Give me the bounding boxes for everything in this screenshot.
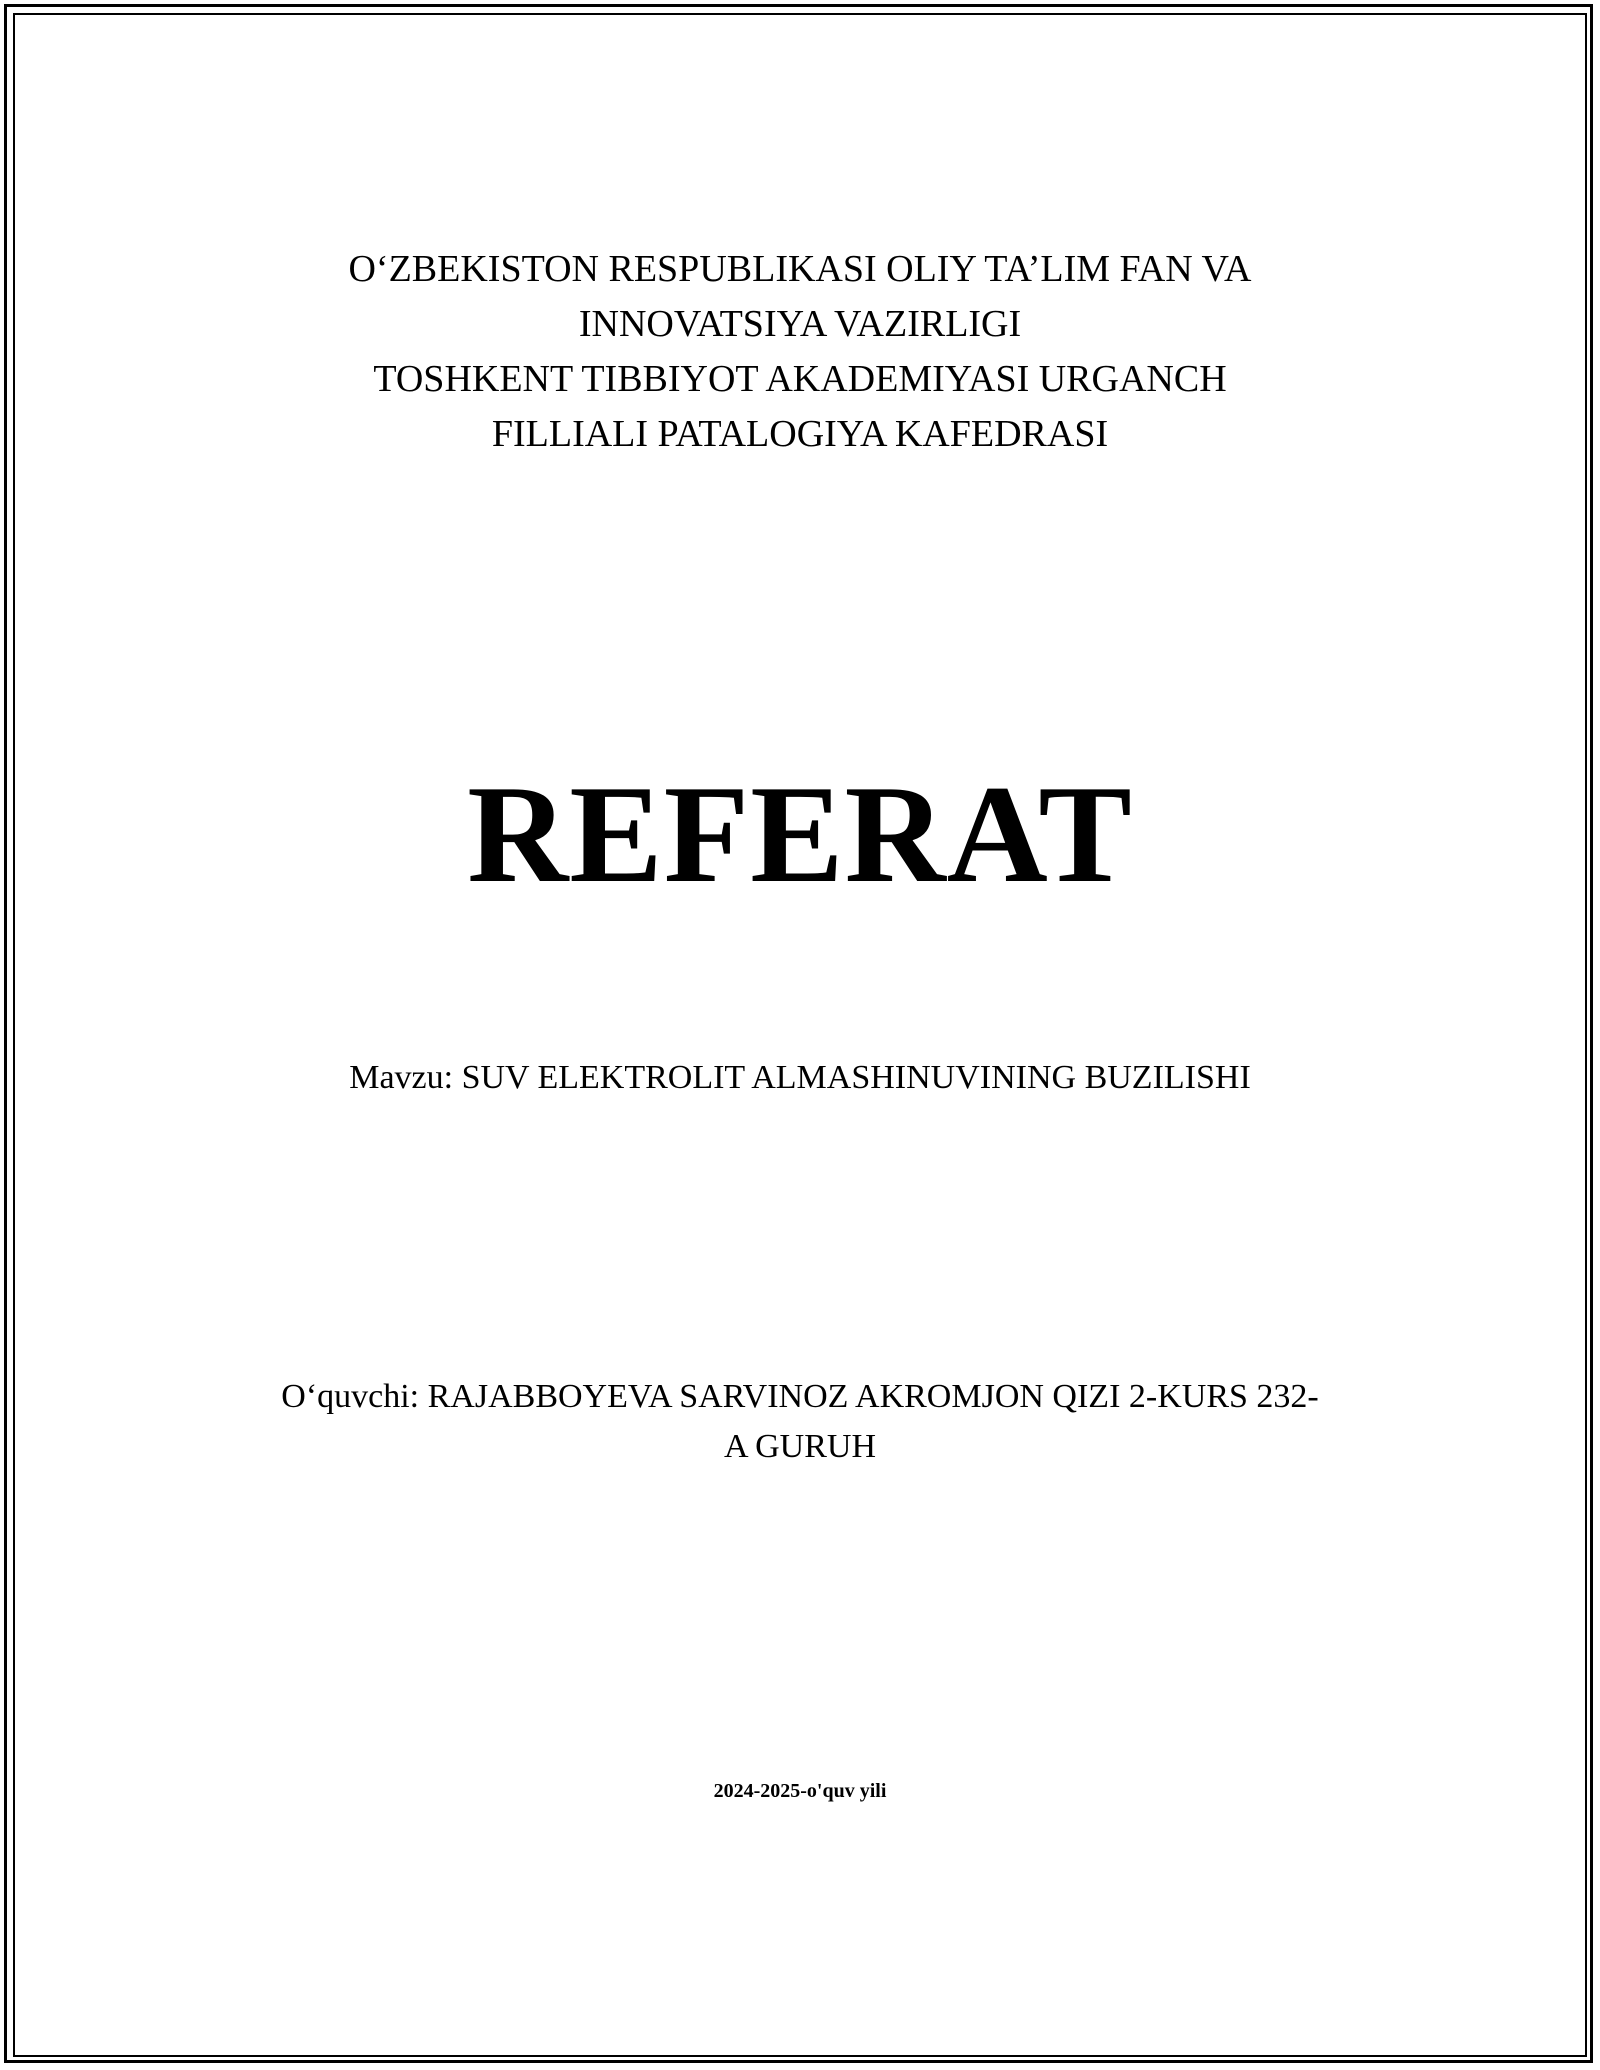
- institution-header: [0, 242, 1600, 462]
- header-line-1: O‘ZBEKISTON RESPUBLIKASI OLIY TA’LIM FAN VA: [348, 248, 1252, 290]
- header-line-3: TOSHKENT TIBBIYOT AKADEMIYASI URGANCH: [373, 358, 1227, 400]
- student-info: [230, 1372, 1370, 1472]
- document-title: REFERAT: [467, 757, 1133, 912]
- academic-year: 2024-2025-o'quv yili: [713, 1780, 887, 1802]
- student-line-2: A GURUH: [723, 1428, 877, 1465]
- topic-line: Mavzu: SUV ELEKTROLIT ALMASHINUVINING BUZILISHI: [349, 1059, 1251, 1096]
- header-line-4: FILLIALI PATALOGIYA KAFEDRASI: [491, 413, 1109, 455]
- student-line-1: O‘quvchi: RAJABBOYEVA SARVINOZ AKROMJON QIZI 2-KURS 232-: [281, 1378, 1319, 1415]
- header-line-2: INNOVATSIYA VAZIRLIGI: [578, 303, 1022, 345]
